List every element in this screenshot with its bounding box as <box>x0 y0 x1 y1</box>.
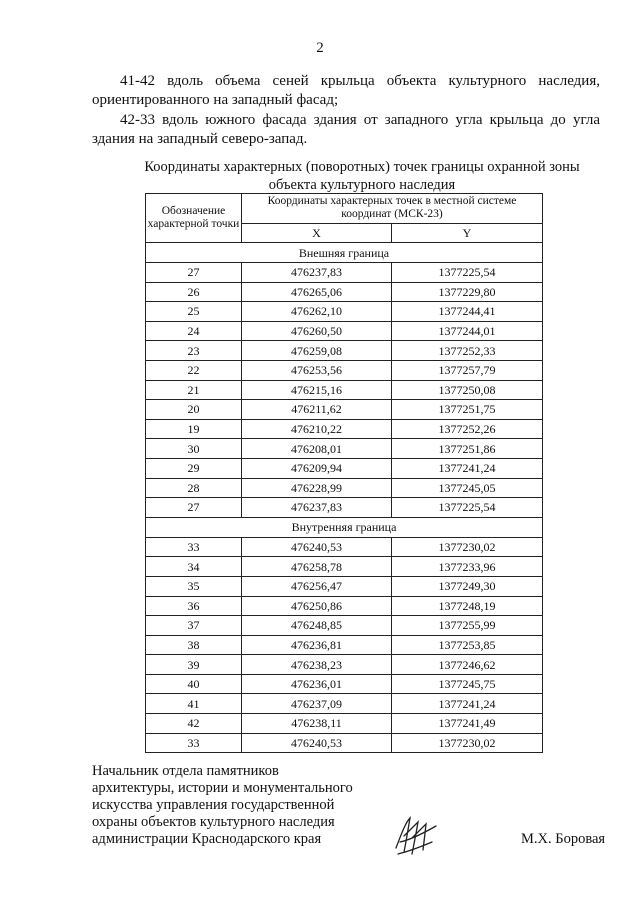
point-number-cell: 33 <box>146 537 242 557</box>
table-row <box>146 341 543 361</box>
x-coordinate-cell: 476237,83 <box>242 263 392 283</box>
table-row <box>146 733 543 753</box>
y-coordinate-cell: 1377252,33 <box>392 341 543 361</box>
y-coordinate-cell: 1377244,01 <box>392 321 543 341</box>
y-coordinate-cell: 1377245,75 <box>392 674 543 694</box>
y-coordinate-cell: 1377253,85 <box>392 635 543 655</box>
section-outer-boundary: Внешняя граница <box>146 243 543 263</box>
paragraph-text: 42-33 вдоль южного фасада здания от западного угла крыльца до угла здания на западный северо-запад. <box>92 112 600 147</box>
x-coordinate-cell: 476240,53 <box>242 537 392 557</box>
table-row <box>146 576 543 596</box>
point-number-cell: 22 <box>146 360 242 380</box>
table-row <box>146 419 543 439</box>
x-coordinate-cell: 476209,94 <box>242 458 392 478</box>
x-coordinate-cell: 476211,62 <box>242 400 392 420</box>
header-y: Y <box>392 223 543 242</box>
point-number-cell: 39 <box>146 655 242 675</box>
x-coordinate-cell: 476258,78 <box>242 557 392 577</box>
x-coordinate-cell: 476262,10 <box>242 302 392 322</box>
x-coordinate-cell: 476256,47 <box>242 576 392 596</box>
signatory-name: М.Х. Боровая <box>521 831 606 847</box>
x-coordinate-cell: 476228,99 <box>242 478 392 498</box>
table-row <box>146 498 543 518</box>
table-row <box>146 380 543 400</box>
point-number-cell: 35 <box>146 576 242 596</box>
x-coordinate-cell: 476248,85 <box>242 616 392 636</box>
y-coordinate-cell: 1377225,54 <box>392 498 543 518</box>
point-number-cell: 37 <box>146 616 242 636</box>
table-row <box>146 282 543 302</box>
x-coordinate-cell: 476208,01 <box>242 439 392 459</box>
point-number-cell: 26 <box>146 282 242 302</box>
signatory-position <box>92 763 382 848</box>
table-row <box>146 616 543 636</box>
x-coordinate-cell: 476236,01 <box>242 674 392 694</box>
y-coordinate-cell: 1377252,26 <box>392 419 543 439</box>
y-coordinate-cell: 1377251,75 <box>392 400 543 420</box>
page-number: 2 <box>316 40 324 56</box>
point-number-cell: 34 <box>146 557 242 577</box>
table-caption-line1: Координаты характерных (поворотных) точек границы охранной зоны <box>144 159 580 175</box>
table-row <box>146 674 543 694</box>
point-number-cell: 30 <box>146 439 242 459</box>
signatory-line: Начальник отдела памятников <box>92 763 279 779</box>
x-coordinate-cell: 476259,08 <box>242 341 392 361</box>
table-row <box>146 321 543 341</box>
table-row <box>146 714 543 734</box>
table-row <box>146 478 543 498</box>
y-coordinate-cell: 1377230,02 <box>392 537 543 557</box>
y-coordinate-cell: 1377255,99 <box>392 616 543 636</box>
handwritten-signature <box>392 812 440 858</box>
point-number-cell: 38 <box>146 635 242 655</box>
table-row <box>146 263 543 283</box>
point-number-cell: 27 <box>146 263 242 283</box>
y-coordinate-cell: 1377225,54 <box>392 263 543 283</box>
point-number-cell: 25 <box>146 302 242 322</box>
signatory-line: архитектуры, истории и монументального <box>92 780 353 796</box>
table-row <box>146 439 543 459</box>
x-coordinate-cell: 476215,16 <box>242 380 392 400</box>
header-coordinates: Координаты характерных точек в местной системе координат (МСК-23) <box>242 194 543 224</box>
y-coordinate-cell: 1377241,24 <box>392 458 543 478</box>
table-caption <box>92 158 632 194</box>
y-coordinate-cell: 1377248,19 <box>392 596 543 616</box>
point-number-cell: 27 <box>146 498 242 518</box>
signatory-line: администрации Краснодарского края <box>92 831 322 847</box>
point-number-cell: 41 <box>146 694 242 714</box>
point-number-cell: 24 <box>146 321 242 341</box>
point-number-cell: 29 <box>146 458 242 478</box>
y-coordinate-cell: 1377251,86 <box>392 439 543 459</box>
x-coordinate-cell: 476260,50 <box>242 321 392 341</box>
x-coordinate-cell: 476265,06 <box>242 282 392 302</box>
y-coordinate-cell: 1377241,24 <box>392 694 543 714</box>
point-number-cell: 20 <box>146 400 242 420</box>
x-coordinate-cell: 476210,22 <box>242 419 392 439</box>
x-coordinate-cell: 476240,53 <box>242 733 392 753</box>
table-row <box>146 635 543 655</box>
point-number-cell: 23 <box>146 341 242 361</box>
x-coordinate-cell: 476237,83 <box>242 498 392 518</box>
y-coordinate-cell: 1377250,08 <box>392 380 543 400</box>
y-coordinate-cell: 1377245,05 <box>392 478 543 498</box>
y-coordinate-cell: 1377246,62 <box>392 655 543 675</box>
table-row <box>146 537 543 557</box>
y-coordinate-cell: 1377229,80 <box>392 282 543 302</box>
point-number-cell: 40 <box>146 674 242 694</box>
y-coordinate-cell: 1377230,02 <box>392 733 543 753</box>
y-coordinate-cell: 1377241,49 <box>392 714 543 734</box>
table-row <box>146 557 543 577</box>
point-number-cell: 42 <box>146 714 242 734</box>
point-number-cell: 28 <box>146 478 242 498</box>
table-row <box>146 302 543 322</box>
signatory-line: охраны объектов культурного наследия <box>92 814 335 830</box>
y-coordinate-cell: 1377233,96 <box>392 557 543 577</box>
table-row <box>146 655 543 675</box>
table-row <box>146 596 543 616</box>
point-number-cell: 36 <box>146 596 242 616</box>
table-row <box>146 694 543 714</box>
header-point: Обозначение характерной точки <box>146 194 242 243</box>
x-coordinate-cell: 476238,23 <box>242 655 392 675</box>
table-caption-line2: объекта культурного наследия <box>268 177 456 193</box>
y-coordinate-cell: 1377257,79 <box>392 360 543 380</box>
x-coordinate-cell: 476237,09 <box>242 694 392 714</box>
x-coordinate-cell: 476253,56 <box>242 360 392 380</box>
x-coordinate-cell: 476238,11 <box>242 714 392 734</box>
point-number-cell: 21 <box>146 380 242 400</box>
y-coordinate-cell: 1377249,30 <box>392 576 543 596</box>
header-x: X <box>242 223 392 242</box>
table-row <box>146 400 543 420</box>
paragraph-42-33 <box>92 111 600 149</box>
coordinates-table <box>145 193 543 753</box>
paragraph-41-42 <box>92 72 600 110</box>
table-row <box>146 360 543 380</box>
table-row <box>146 458 543 478</box>
point-number-cell: 33 <box>146 733 242 753</box>
paragraph-text: 41-42 вдоль объема сеней крыльца объекта культурного наследия, ориентированного на западный фасад; <box>92 73 600 108</box>
point-number-cell: 19 <box>146 419 242 439</box>
section-inner-boundary: Внутренняя граница <box>146 517 543 537</box>
x-coordinate-cell: 476236,81 <box>242 635 392 655</box>
signatory-line: искусства управления государственной <box>92 797 335 813</box>
x-coordinate-cell: 476250,86 <box>242 596 392 616</box>
y-coordinate-cell: 1377244,41 <box>392 302 543 322</box>
